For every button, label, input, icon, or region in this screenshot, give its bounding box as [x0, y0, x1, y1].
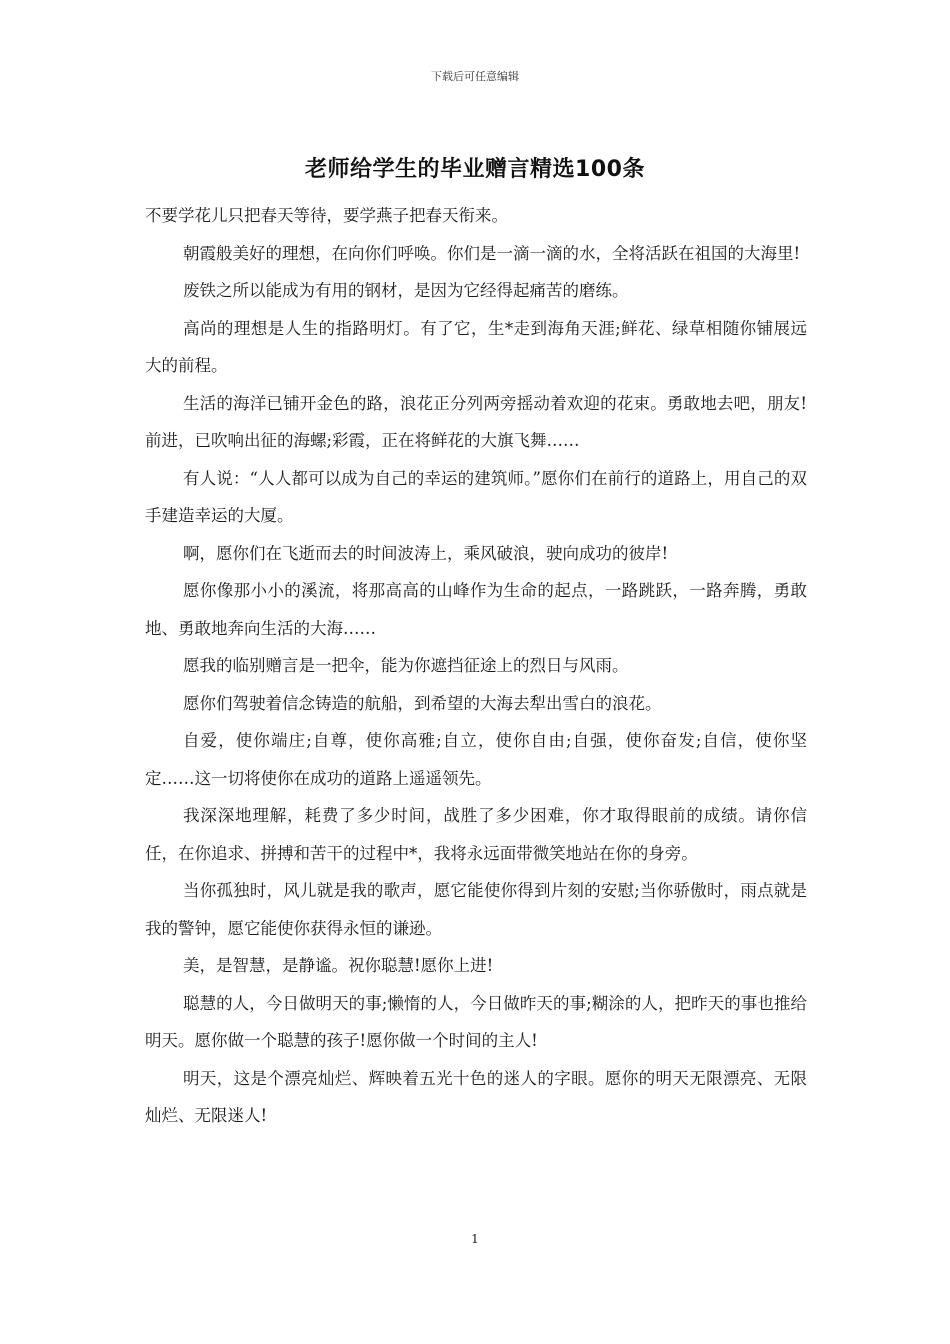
paragraph: 有人说：“人人都可以成为自己的幸运的建筑师。”愿你们在前行的道路上，用自己的双手建造幸运的大厦。 — [145, 468, 807, 525]
header-note: 下载后可任意编辑 — [431, 70, 519, 83]
paragraph: 愿你像那小小的溪流，将那高高的山峰作为生命的起点，一路跳跃，一路奔腾，勇敢地、勇敢地奔向生活的大海…… — [145, 581, 807, 638]
page-number: 1 — [471, 1232, 479, 1246]
paragraph: 不要学花儿只把春天等待，要学燕子把春天衔来。 — [145, 206, 508, 225]
paragraph: 愿我的临别赠言是一把伞，能为你遮挡征途上的烈日与风雨。 — [183, 656, 629, 675]
paragraph: 高尚的理想是人生的指路明灯。有了它，生*走到海角天涯;鲜花、绿草相随你铺展远大的前程。 — [145, 318, 807, 375]
paragraph: 自爱，使你端庄;自尊，使你高雅;自立，使你自由;自强，使你奋发;自信，使你坚定……这一切将使你在成功的道路上遥遥领先。 — [145, 731, 807, 788]
paragraph: 当你孤独时，风儿就是我的歌声，愿它能使你得到片刻的安慰;当你骄傲时，雨点就是我的警钟，愿它能使你获得永恒的谦逊。 — [145, 881, 807, 938]
document-body — [145, 197, 807, 1135]
paragraph: 美，是智慧，是静谧。祝你聪慧!愿你上进! — [183, 956, 494, 975]
paragraph: 愿你们驾驶着信念铸造的航船，到希望的大海去犁出雪白的浪花。 — [183, 693, 662, 713]
paragraph: 啊，愿你们在飞逝而去的时间波涛上，乘风破浪，驶向成功的彼岸! — [183, 543, 669, 563]
paragraph: 生活的海洋已铺开金色的路，浪花正分列两旁摇动着欢迎的花束。勇敢地去吧，朋友!前进，已吹响出征的海螺;彩霞，正在将鲜花的大旗飞舞…… — [145, 393, 807, 450]
paragraph: 明天，这是个漂亮灿烂、辉映着五光十色的迷人的字眼。愿你的明天无限漂亮、无限灿烂、无限迷人! — [145, 1068, 807, 1125]
paragraph: 我深深地理解，耗费了多少时间，战胜了多少困难，你才取得眼前的成绩。请你信任，在你追求、拼搏和苦干的过程中*，我将永远面带微笑地站在你的身旁。 — [145, 806, 807, 863]
document-title: 老师给学生的毕业赠言精选100条 — [305, 157, 645, 182]
paragraph: 聪慧的人，今日做明天的事;懒惰的人，今日做昨天的事;糊涂的人，把昨天的事也推给明天。愿你做一个聪慧的孩子!愿你做一个时间的主人! — [145, 993, 807, 1050]
paragraph: 废铁之所以能成为有用的钢材，是因为它经得起痛苦的磨练。 — [183, 281, 629, 300]
paragraph: 朝霞般美好的理想，在向你们呼唤。你们是一滴一滴的水，全将活跃在祖国的大海里! — [183, 243, 801, 263]
